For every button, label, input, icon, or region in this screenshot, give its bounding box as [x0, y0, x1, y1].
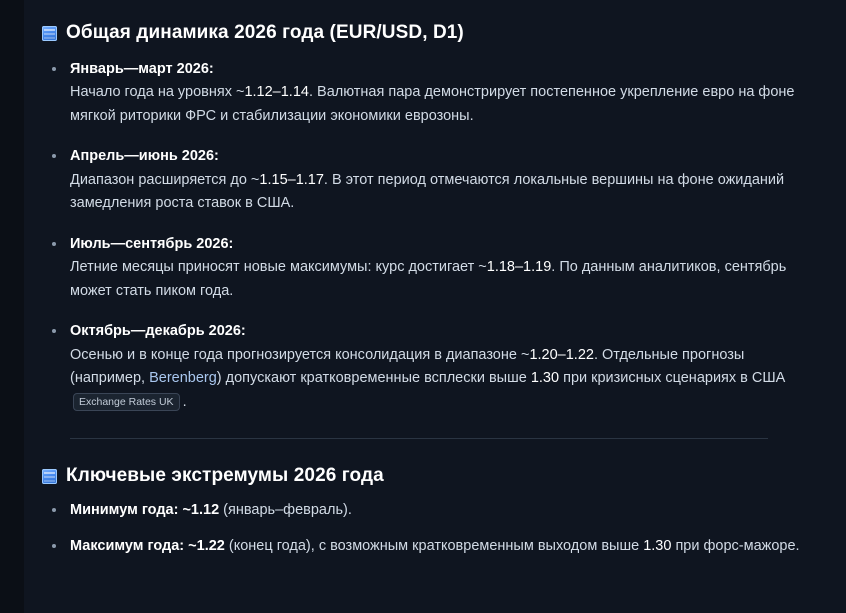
- list-item-text: (конец года), с возможным кратковременным выходом выше 1.30 при форс-мажоре.: [224, 537, 800, 554]
- citation-badge[interactable]: Exchange Rates UK: [73, 393, 180, 411]
- blue-document-icon: [42, 26, 57, 41]
- list-item-text: (январь–февраль).: [219, 502, 352, 519]
- list-item-label: Июль—сентябрь 2026:: [70, 235, 234, 252]
- section-key-extremes: [42, 465, 802, 558]
- list-item-label: Апрель—июнь 2026:: [70, 148, 219, 165]
- left-gutter: [0, 0, 24, 613]
- section-title-text: Ключевые экстремумы 2026 года: [66, 465, 384, 487]
- source-name-berenberg: Berenberg: [149, 370, 217, 387]
- section-overall-dynamics: [42, 22, 802, 414]
- list-item-text: Осенью и в конце года прогнозируется консолидация в диапазоне ~1.20–1.22. Отдельные прогнозы (например, Berenberg) допускают кратковременные всплески выше 1.30 при кризисных сценариях в СШАExchange Rates UK .: [70, 346, 786, 410]
- list-item-label: Максимум года: ~1.22: [70, 537, 225, 554]
- list-item-label: Минимум года: ~1.12: [70, 502, 220, 519]
- bullet-list: [42, 58, 802, 414]
- list-item: [42, 535, 802, 558]
- blue-document-icon: [42, 469, 57, 484]
- list-item: [42, 145, 802, 215]
- bullet-list: [42, 499, 802, 558]
- list-item-label: Январь—март 2026:: [70, 61, 214, 77]
- list-item-label: Октябрь—декабрь 2026:: [70, 323, 246, 340]
- list-item: [42, 499, 802, 522]
- section-divider: [70, 438, 768, 439]
- list-item-text: Начало года на уровнях ~1.12–1.14. Валютная пара демонстрирует постепенное укрепление евро на фоне мягкой риторики ФРС и стабилизации экономики еврозоны.: [70, 84, 795, 124]
- list-item: [42, 58, 802, 128]
- list-item: [42, 233, 802, 303]
- section-title: [42, 465, 802, 487]
- document-content: [42, 22, 802, 558]
- list-item-text: Летние месяцы приносят новые максимумы: курс достигает ~1.18–1.19. По данным аналитиков, сентябрь может стать пиком года.: [70, 259, 787, 299]
- list-item: [42, 320, 802, 414]
- list-item-text: Диапазон расширяется до ~1.15–1.17. В этот период отмечаются локальные вершины на фоне ожиданий замедления роста ставок в США.: [70, 171, 785, 212]
- section-title-text: Общая динамика 2026 года (EUR/USD, D1): [66, 22, 464, 43]
- section-title: [42, 22, 802, 44]
